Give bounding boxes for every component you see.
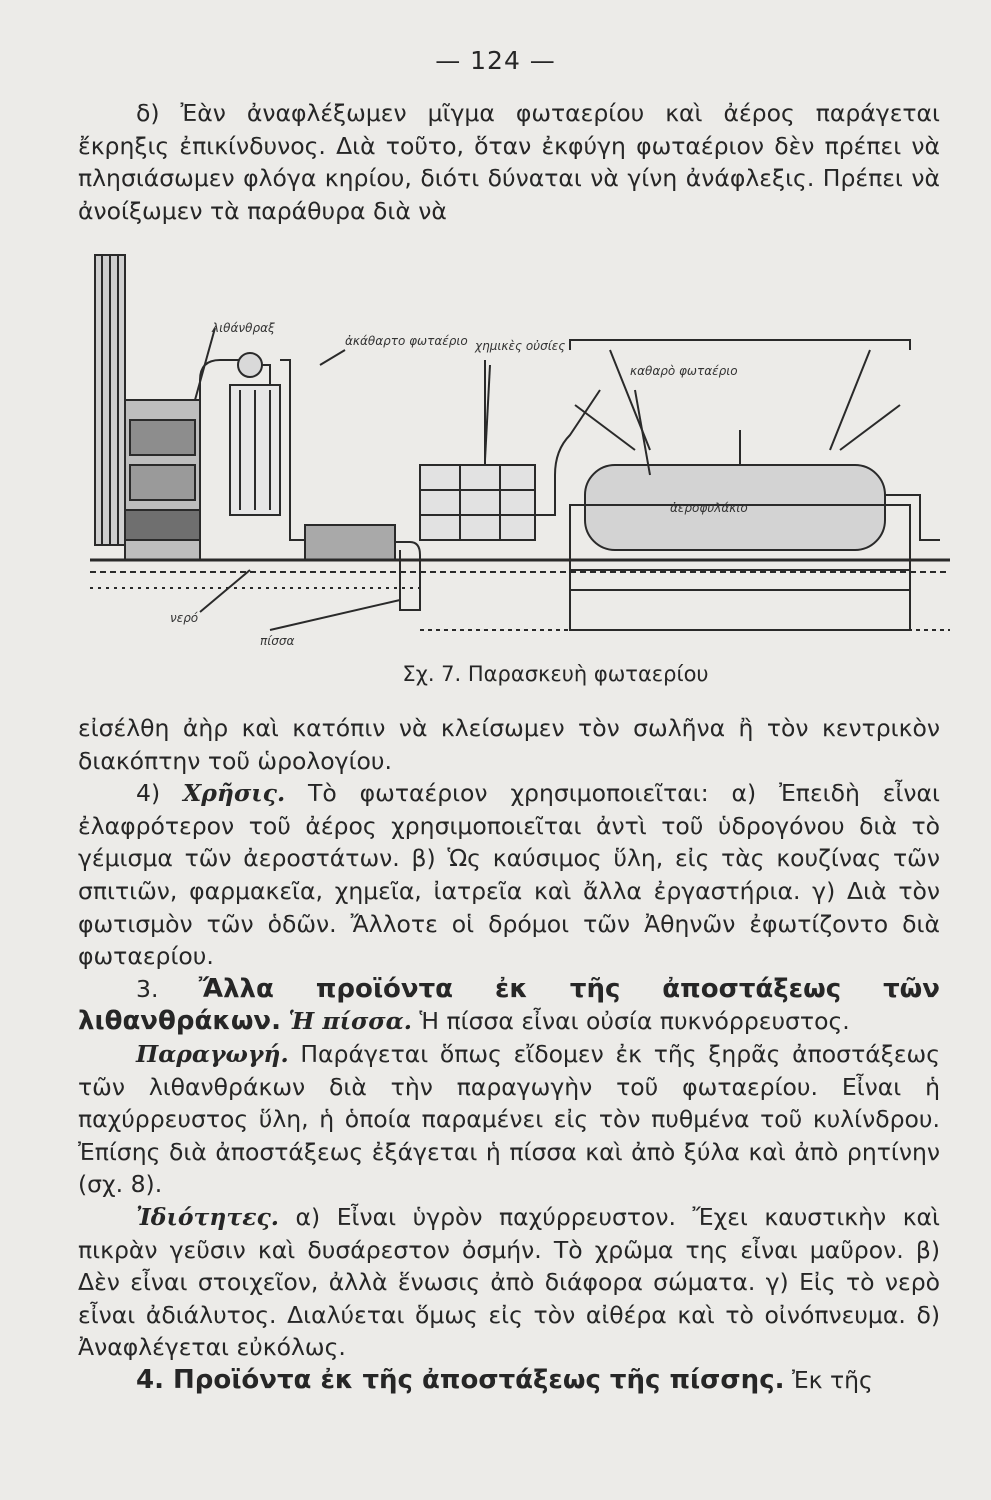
gas-production-diagram [90,250,950,660]
retort-cylinder [130,420,195,455]
figure-caption: Σχ. 7. Παρασκευὴ φωταερίου [402,662,709,686]
section3-heading: Ἄλλα προϊόντα ἐκ τῆς ἀποστάξεως τῶν λιθανθράκων. [78,973,940,1037]
properties-title: Ἰδιότητες. [136,1202,279,1231]
bottom-text-block [78,712,940,1396]
page-number: — 124 — [435,46,556,75]
tar-well [305,525,395,560]
properties-text: α) Εἶναι ὑγρὸν παχύρρευστον. Ἔχει καυστικὴν καὶ πικρὰν γεῦσιν καὶ δυσάρεστον ὀσμήν. Τὸ χρῶμα της εἶναι μαῦρον. β) Δὲν εἶναι στοιχεῖον, ἀλλὰ ἕνωσις ἀπὸ διάφορα σώματα. γ) Εἰς τὸ νερὸ εἶναι ἀδιάλυτος. Διαλύεται ὅμως εἰς τὸν αἰθέρα καὶ τὸ οἰνόπνευμα. δ) Ἀναφλέγεται εὐκόλως. [78,1202,940,1362]
purifier [420,465,535,540]
section4-paragraph [78,1364,940,1397]
label-tar: πίσσα [260,634,295,648]
label-water: νερό [170,611,199,625]
properties-paragraph [78,1201,940,1364]
top-paragraph: δ) Ἐὰν ἀναφλέξωμεν μῖγμα φωταερίου καὶ ἀέρος παράγεται ἔκρηξις ἐπικίνδυνος. Διὰ τοῦτο, ὅταν ἐκφύγη φωταέριον δὲν πρέπει νὰ πλησιάσωμεν φλόγα κηρίου, διότι δύναται νὰ γίνη ἀνάφλεξις. Πρέπει νὰ ἀνοίξωμεν τὰ παράθυρα διὰ νὰ [78,99,940,225]
gas-production-figure [90,250,950,660]
section3-paragraph [78,973,940,1038]
uses-title: Χρῆσις. [183,779,286,808]
uses-paragraph [78,777,940,973]
section3-number: 3. [136,974,159,1003]
uses-number: 4) [136,779,161,808]
label-raw-gas: ἀκάθαρτο φωταέριο [345,334,468,348]
uses-text: Τὸ φωταέριον χρησιμοποιεῖται: α) Ἐπειδὴ εἶναι ἐλαφρότερον τοῦ ἀέρος χρησιμοποιεῖται ἀντὶ τοῦ ὑδρογόνου διὰ τὸ γέμισμα τῶν ἀεροστάτων. β) Ὡς καύσιμος ὕλη, εἰς τὰς κουζίνας τῶν σπιτιῶν, φαρμακεῖα, χημεῖα, ἰατρεῖα καὶ ἄλλα ἐργαστήρια. γ) Διὰ τὸν φωτισμὸν τῶν ὁδῶν. Ἄλλοτε οἱ δρόμοι τῶν Ἀθηνῶν ἐφωτίζοντο διὰ φωταερίου. [78,779,940,971]
label-chemicals: χημικὲς οὐσίες [475,339,566,353]
section3-text: Ἡ πίσσα εἶναι οὐσία πυκνόρρευστος. [419,1007,850,1036]
section4-heading: 4. Προϊόντα ἐκ τῆς ἀποστάξεως τῆς πίσσης. [136,1364,785,1395]
label-clean-gas: καθαρὸ φωταέριο [630,364,738,378]
continuation-paragraph: εἰσέλθη ἀὴρ καὶ κατόπιν νὰ κλείσωμεν τὸν σωλῆνα ἢ τὸν κεντρικὸν διακόπτην τοῦ ὡρολογίου. [78,714,940,775]
production-text: Παράγεται ὅπως εἴδομεν ἐκ τῆς ξηρᾶς ἀποστάξεως τῶν λιθανθράκων διὰ τὴν παραγωγὴν τοῦ φωταερίου. Εἶναι ἡ παχύρρευστος ὕλη, ἡ ὁποία παραμένει εἰς τὸν πυθμένα τοῦ κυλίνδρου. Ἐπίσης διὰ ἀποστάξεως ἐξάγεται ἡ πίσσα καὶ ἀπὸ ξύλα καὶ ἀπὸ ρητίνην (σχ. 8). [78,1039,940,1199]
hydraulic-main [238,353,262,377]
top-text-block [78,97,940,227]
section4-text: Ἐκ τῆς [791,1365,873,1394]
section3-subtitle: Ἡ πίσσα. [288,1007,412,1036]
production-title: Παραγωγή. [136,1039,289,1068]
label-gasholder: ἀεροφυλάκιο [670,501,748,515]
label-coal: λιθάνθραξ [212,321,275,335]
production-paragraph [78,1038,940,1201]
